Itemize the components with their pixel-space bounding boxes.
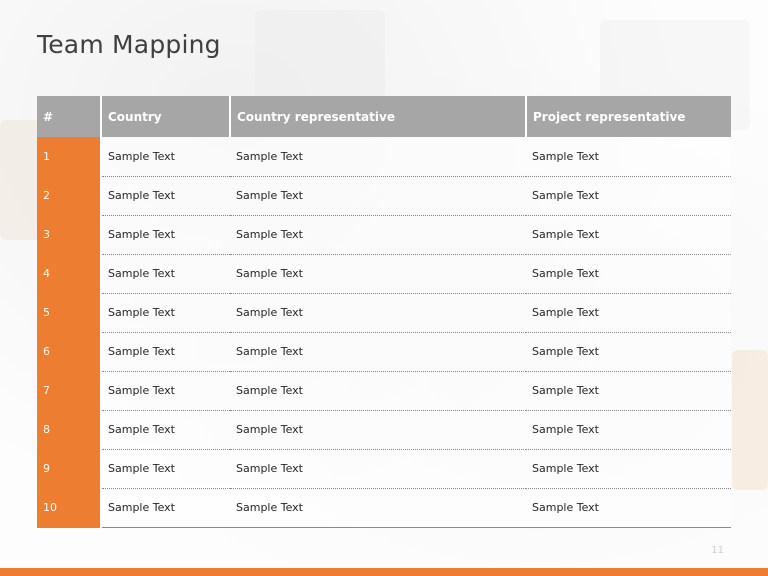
table-row — [37, 371, 731, 410]
country-cell: Sample Text — [101, 137, 230, 176]
country-representative-cell: Sample Text — [230, 215, 526, 254]
country-cell: Sample Text — [101, 215, 230, 254]
table-row — [37, 254, 731, 293]
country-representative-cell: Sample Text — [230, 371, 526, 410]
table-row — [37, 176, 731, 215]
row-number: 7 — [37, 371, 101, 410]
row-number: 6 — [37, 332, 101, 371]
row-number: 10 — [37, 488, 101, 527]
country-representative-cell: Sample Text — [230, 332, 526, 371]
header-country-representative: Country representative — [230, 96, 526, 137]
table-row — [37, 215, 731, 254]
project-representative-cell: Sample Text — [526, 176, 731, 215]
project-representative-cell: Sample Text — [526, 332, 731, 371]
project-representative-cell: Sample Text — [526, 371, 731, 410]
background-photo-shape — [0, 120, 40, 240]
page-number: 11 — [711, 545, 724, 556]
country-cell: Sample Text — [101, 449, 230, 488]
table-row — [37, 410, 731, 449]
country-representative-cell: Sample Text — [230, 137, 526, 176]
country-representative-cell: Sample Text — [230, 176, 526, 215]
team-mapping-table — [37, 96, 731, 528]
table-row — [37, 449, 731, 488]
row-number: 8 — [37, 410, 101, 449]
background-photo-shape — [732, 350, 768, 490]
header-country: Country — [101, 96, 230, 137]
row-number: 1 — [37, 137, 101, 176]
table-header-row — [37, 96, 731, 137]
country-cell: Sample Text — [101, 371, 230, 410]
country-cell: Sample Text — [101, 176, 230, 215]
project-representative-cell: Sample Text — [526, 449, 731, 488]
table-row — [37, 137, 731, 176]
country-cell: Sample Text — [101, 293, 230, 332]
project-representative-cell: Sample Text — [526, 410, 731, 449]
country-cell: Sample Text — [101, 488, 230, 527]
row-number: 2 — [37, 176, 101, 215]
table-row — [37, 332, 731, 371]
row-number: 9 — [37, 449, 101, 488]
bottom-accent-bar — [0, 568, 768, 576]
background-photo-shape — [255, 10, 385, 100]
country-cell: Sample Text — [101, 332, 230, 371]
project-representative-cell: Sample Text — [526, 488, 731, 527]
country-cell: Sample Text — [101, 254, 230, 293]
country-representative-cell: Sample Text — [230, 410, 526, 449]
table-row — [37, 293, 731, 332]
row-number: 3 — [37, 215, 101, 254]
country-cell: Sample Text — [101, 410, 230, 449]
page-title: Team Mapping — [37, 30, 221, 59]
country-representative-cell: Sample Text — [230, 449, 526, 488]
row-number: 4 — [37, 254, 101, 293]
header-number: # — [37, 96, 101, 137]
project-representative-cell: Sample Text — [526, 215, 731, 254]
country-representative-cell: Sample Text — [230, 293, 526, 332]
table-row — [37, 488, 731, 527]
country-representative-cell: Sample Text — [230, 488, 526, 527]
project-representative-cell: Sample Text — [526, 137, 731, 176]
project-representative-cell: Sample Text — [526, 293, 731, 332]
country-representative-cell: Sample Text — [230, 254, 526, 293]
header-project-representative: Project representative — [526, 96, 731, 137]
row-number: 5 — [37, 293, 101, 332]
project-representative-cell: Sample Text — [526, 254, 731, 293]
